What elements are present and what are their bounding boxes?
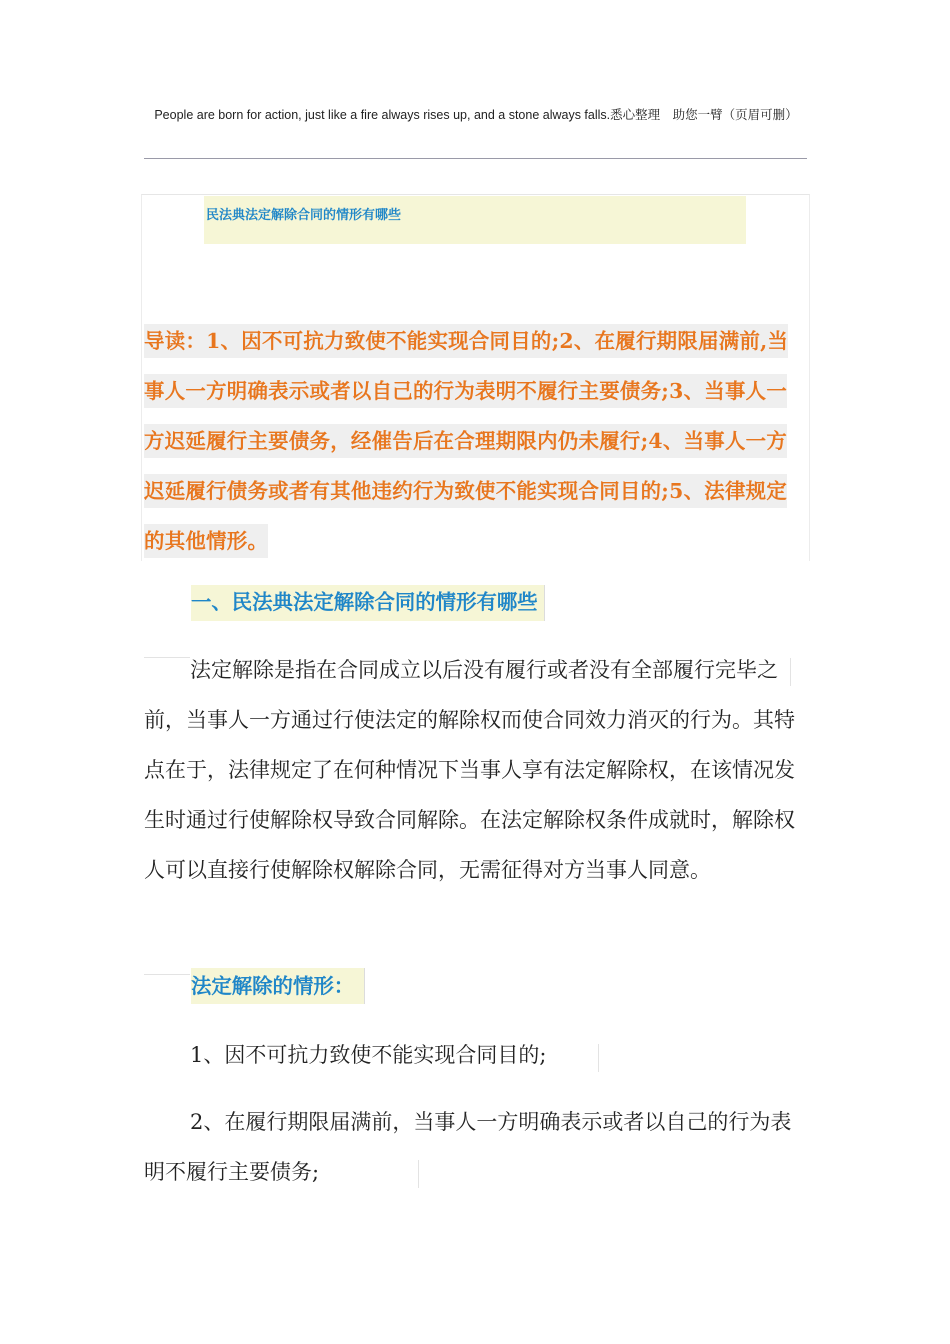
- definition-paragraph: [144, 645, 806, 895]
- list-item-2: [144, 1097, 806, 1197]
- intro-summary: [144, 316, 806, 566]
- document-title: 民法典法定解除合同的情形有哪些: [206, 208, 402, 223]
- section-heading: 一、民法典法定解除合同的情形有哪些: [191, 585, 545, 621]
- definition-text: 法定解除是指在合同成立以后没有履行或者没有全部履行完毕之前，当事人一方通过行使法定的解除权而使合同效力消灭的行为。其特点在于，法律规定了在何种情况下当事人享有法定解除权，在该情况发生时通过行使解除权导致合同解除。在法定解除权条件成就时，解除权人可以直接行使解除权解除合同，无需征得对方当事人同意。: [144, 658, 795, 882]
- intro-text: 导读：1、因不可抗力致使不能实现合同目的;2、在履行期限届满前,当事人一方明确表示或者以自己的行为表明不履行主要债务;3、当事人一方迟延履行主要债务，经催告后在合理期限内仍未履行;4、当事人一方迟延履行债务或者有其他违约行为致使不能实现合同目的;5、法律规定的其他情形。: [144, 324, 788, 558]
- line-end-marker: [418, 1160, 419, 1188]
- indent-marker: [144, 974, 190, 975]
- page-header: People are born for action, just like a fire always rises up, and a stone always falls.悉心整理 助您一臂（页眉可删）: [154, 108, 798, 122]
- subheading: 法定解除的情形：: [191, 968, 365, 1004]
- header-divider: [144, 158, 807, 159]
- list-item-text: 1、因不可抗力致使不能实现合同目的;: [190, 1043, 547, 1067]
- list-item-text: 2、在履行期限届满前，当事人一方明确表示或者以自己的行为表明不履行主要债务;: [144, 1110, 792, 1184]
- line-end-marker: [598, 1044, 599, 1072]
- list-item-1: [144, 1030, 806, 1080]
